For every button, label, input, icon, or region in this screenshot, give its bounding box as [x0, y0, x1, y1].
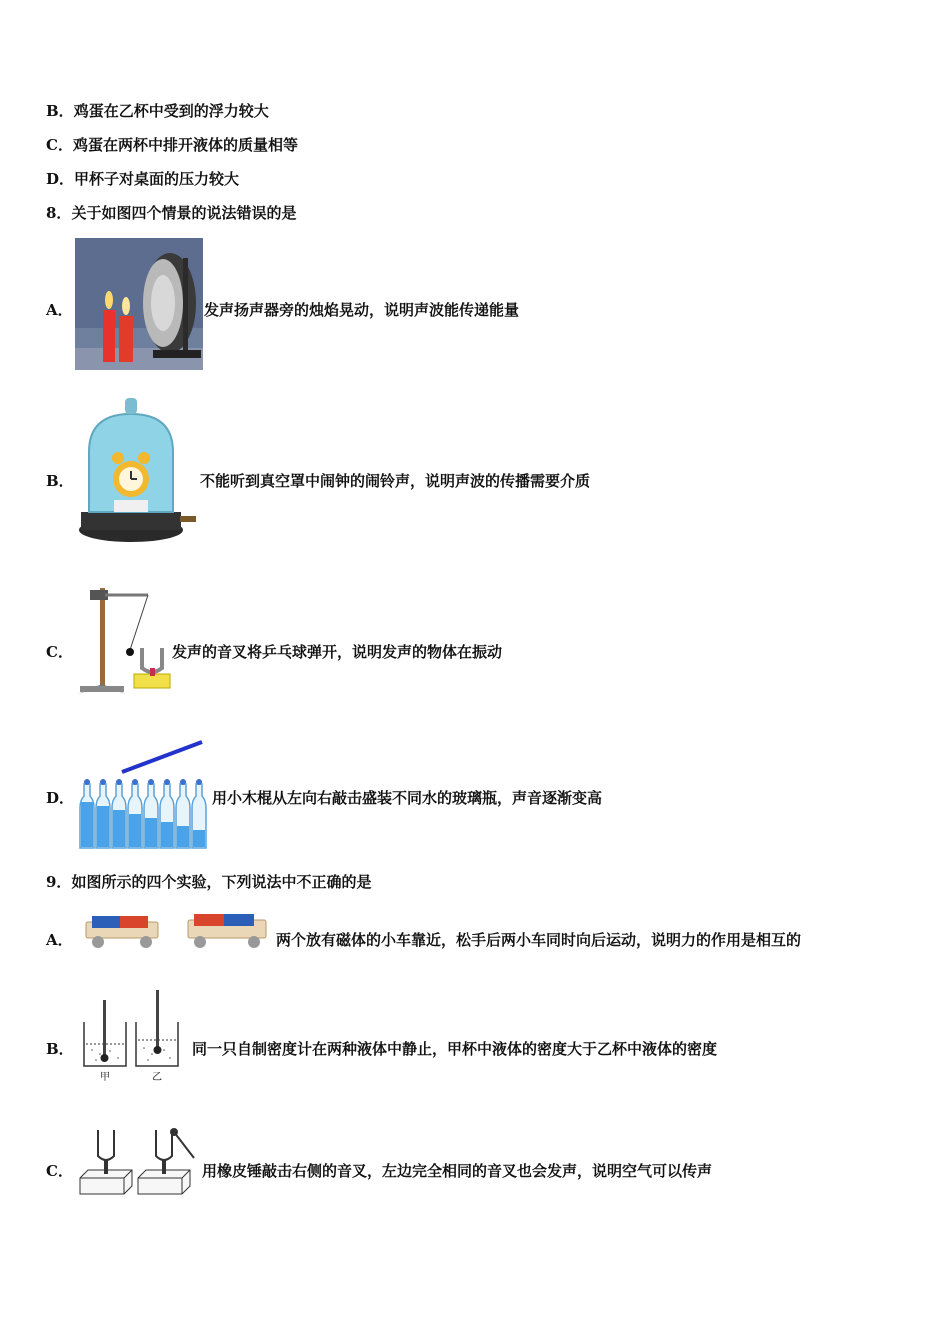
- q8-option-b-text: 不能听到真空罩中闹钟的闹铃声，说明声波的传播需要介质: [200, 472, 591, 490]
- q8-option-a-text: 发声扬声器旁的烛焰晃动，说明声波能传递能量: [204, 301, 520, 319]
- option-text: 甲杯子对桌面的压力较大: [74, 170, 240, 188]
- q9-option-b-text: 同一只自制密度计在两种液体中静止，甲杯中液体的密度大于乙杯中液体的密度: [192, 1040, 718, 1058]
- q8-option-a-letter: A．: [46, 301, 73, 319]
- question-number: 9．: [46, 873, 72, 891]
- question-text: 如图所示的四个实验，下列说法中不正确的是: [71, 873, 372, 891]
- q9-option-a-letter: A．: [46, 931, 73, 949]
- option-text: 鸡蛋在乙杯中受到的浮力较大: [73, 102, 269, 120]
- beaker-label-yi: 乙: [152, 1072, 162, 1083]
- q8-stem: [46, 203, 296, 223]
- q8-option-c-text: 发声的音叉将乒乓球弹开，说明发声的物体在振动: [172, 643, 503, 661]
- speaker-candles-image: [75, 238, 203, 370]
- q8-option-d-text: 用小木棍从左向右敲击盛装不同水的玻璃瓶，声音逐渐变高: [212, 789, 603, 807]
- q8-option-c-letter: C．: [46, 643, 73, 661]
- q9-option-a-text: 两个放有磁体的小车靠近，松手后两小车同时向后运动，说明力的作用是相互的: [276, 931, 802, 949]
- magnet-carts-image: [82, 910, 272, 954]
- tuning-fork-pingpong-image: [76, 578, 172, 706]
- q8-option-b-letter: B．: [46, 472, 74, 490]
- option-letter: D．: [46, 170, 75, 188]
- q8-option-d-letter: D．: [46, 789, 75, 807]
- bell-jar-clock-image: [76, 392, 198, 548]
- q7-option-d: [46, 169, 239, 189]
- option-letter: C．: [46, 136, 73, 154]
- q9-option-c-text: 用橡皮锤敲击右侧的音叉，左边完全相同的音叉也会发声，说明空气可以传声: [202, 1162, 713, 1180]
- beaker-label-jia: 甲: [100, 1072, 110, 1083]
- question-text: 关于如图四个情景的说法错误的是: [71, 204, 297, 222]
- hydrometer-beakers-image: [80, 988, 190, 1086]
- option-text: 鸡蛋在两杯中排开液体的质量相等: [72, 136, 298, 154]
- q9-stem: [46, 872, 371, 892]
- q9-option-c-letter: C．: [46, 1162, 73, 1180]
- water-bottles-image: [76, 738, 210, 854]
- question-number: 8．: [46, 204, 72, 222]
- q7-option-b: [46, 101, 269, 121]
- q9-option-b-letter: B．: [46, 1040, 74, 1058]
- option-letter: B．: [46, 102, 74, 120]
- q7-option-c: [46, 135, 298, 155]
- two-tuning-forks-image: [78, 1124, 198, 1198]
